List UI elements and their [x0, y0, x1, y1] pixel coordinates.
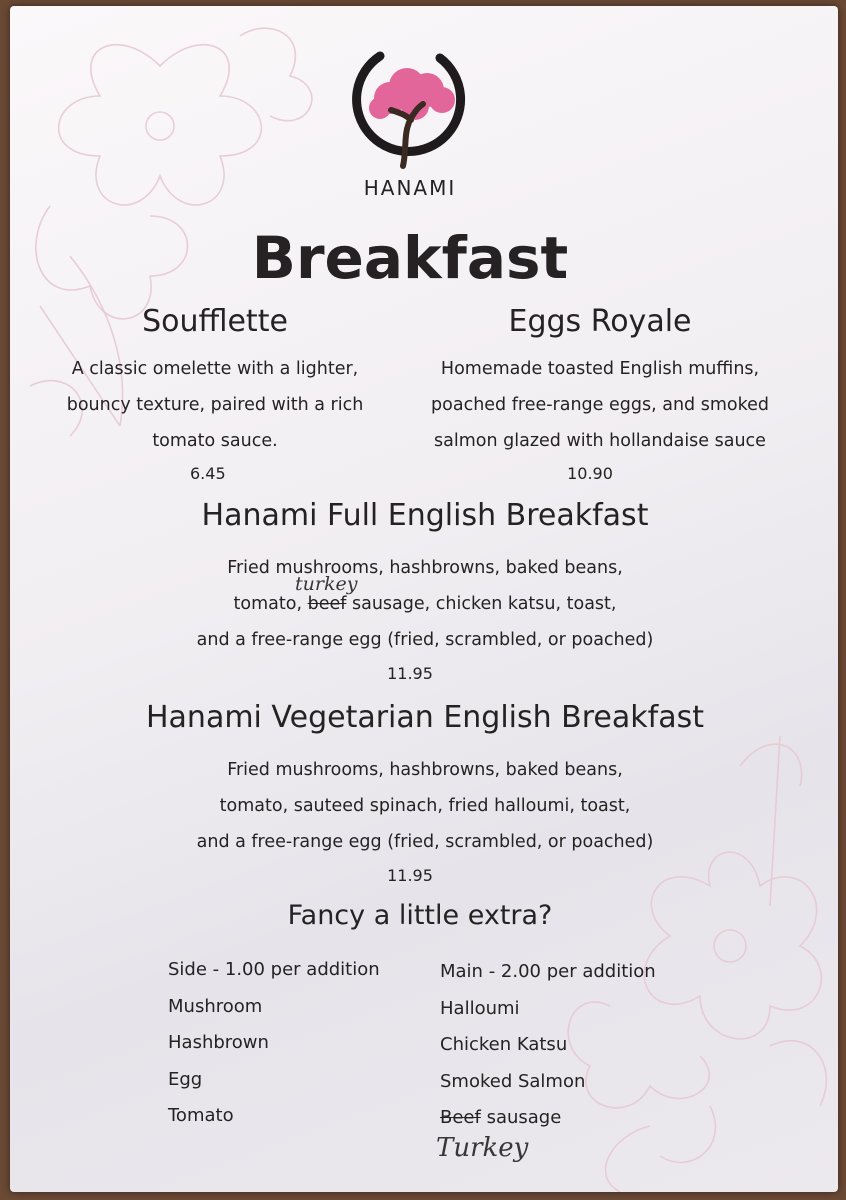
extras-main-column [436, 954, 740, 1163]
handwritten-correction: Turkey [436, 1132, 529, 1163]
list-item: Beef sausage [440, 1107, 562, 1128]
item-name-soufflette: Soufflette [142, 304, 288, 339]
list-item: Smoked Salmon [440, 1070, 586, 1092]
extras-title: Fancy a little extra? [287, 900, 553, 931]
menu-title: Breakfast [251, 224, 569, 292]
item-name-eggs-royale: Eggs Royale [508, 304, 692, 339]
item-price-vegetarian-english: 11.95 [387, 866, 433, 885]
menu-card [10, 6, 838, 1192]
brand-name: HANAMI [363, 176, 457, 200]
desc-line: A classic omelette with a lighter, [71, 359, 359, 379]
item-name-vegetarian-english: Hanami Vegetarian English Breakfast [145, 700, 704, 735]
extras-side-column [168, 952, 428, 1135]
extras-main-heading: Main - 2.00 per addition [440, 961, 656, 982]
desc-line: Fried mushrooms, hashbrowns, baked beans, [227, 760, 623, 780]
item-desc-soufflette [35, 351, 395, 459]
list-item: Hashbrown [168, 1032, 269, 1053]
list-item: Mushroom [168, 995, 263, 1017]
desc-line: tomato, beef sausage, chicken katsu, toast, turkey [110, 586, 740, 622]
list-item: Tomato [168, 1105, 234, 1126]
struck-text-beef: Beef [440, 1107, 481, 1128]
desc-line: salmon glazed with hollandaise sauce [434, 431, 766, 451]
item-name-full-english: Hanami Full English Breakfast [201, 498, 649, 533]
struck-text-beef: beef [307, 594, 347, 614]
item-desc-eggs-royale [390, 351, 810, 459]
desc-line: Homemade toasted English muffins, [440, 359, 760, 379]
list-item: Egg [168, 1068, 203, 1090]
extras-side-heading: Side - 1.00 per addition [168, 959, 380, 980]
desc-line: bouncy texture, paired with a rich [66, 395, 364, 415]
handwritten-correction: turkey [295, 573, 358, 595]
desc-line: and a free-range egg (fried, scrambled, or poached) [196, 630, 654, 650]
desc-line: and a free-range egg (fried, scrambled, or poached) [196, 832, 654, 852]
desc-line: tomato, sauteed spinach, fried halloumi, toast, [219, 796, 631, 816]
item-price-eggs-royale: 10.90 [567, 464, 613, 483]
desc-line: tomato sauce. [152, 431, 278, 451]
desc-line: poached free-range eggs, and smoked [431, 395, 769, 415]
item-price-soufflette: 6.45 [190, 464, 226, 483]
desc-line: Fried mushrooms, hashbrowns, baked beans, [227, 558, 623, 578]
cherry-blossom-tree-icon [345, 38, 475, 178]
list-item: Chicken Katsu [440, 1034, 568, 1055]
item-desc-vegetarian-english [100, 752, 750, 860]
item-price-full-english: 11.95 [387, 664, 433, 683]
item-desc-full-english [110, 550, 740, 658]
list-item: Halloumi [440, 997, 520, 1019]
